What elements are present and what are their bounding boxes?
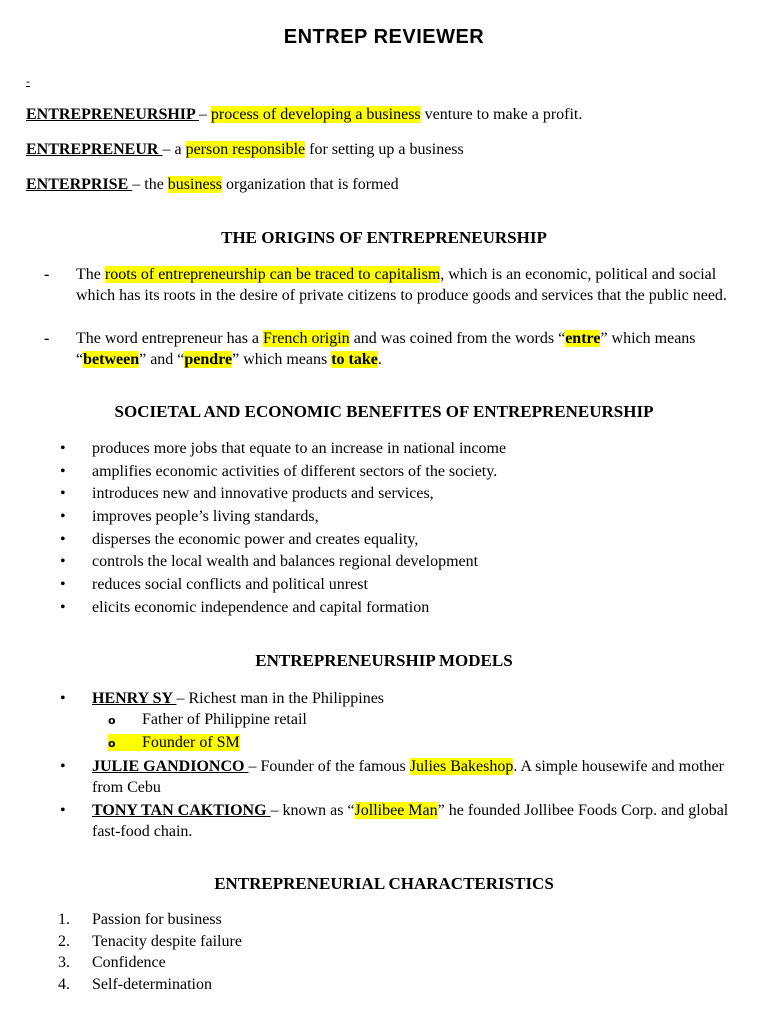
text-run: and was coined from the words “ [349,330,566,347]
list-item [58,909,242,931]
model-text [92,800,750,842]
models-heading: ENTREPRENEURSHIP MODELS [255,651,513,670]
definition-term: ENTERPRISE [26,176,133,193]
definition-separator: – [198,106,211,123]
stray-mark: - [26,74,30,88]
origins-item-french-origin [44,328,744,370]
document-title: ENTREP REVIEWER [283,26,485,48]
list-item-text: Confidence [92,954,166,972]
origins-item-text [76,328,744,370]
list-item: • produces more jobs that equate to an increase in national income [60,438,506,461]
list-item-text: Passion for business [92,911,222,928]
text-run: The [76,266,105,283]
model-text [92,756,750,798]
model-description: – Richest man in the Philippines [176,690,385,707]
characteristics-heading: ENTREPRENEURIAL CHARACTERISTICS [214,874,554,893]
highlight-run: roots of entrepreneurship can be traced to capitalism [104,266,441,283]
origins-heading: THE ORIGINS OF ENTREPRENEURSHIP [221,228,547,247]
circle-marker: o [108,737,116,750]
model-tony-tan-caktiong [60,800,750,842]
list-item: • reduces social conflicts and political unrest [60,574,506,597]
sub-item-text: Father of Philippine retail [142,711,307,728]
list-number: 3. [58,954,70,972]
model-description: – known as “ [270,802,355,819]
model-name: HENRY SY [92,690,177,707]
definition-term: ENTREPRENEURSHIP [26,106,199,123]
list-number: 1. [58,911,70,928]
text-run: . [377,351,382,368]
definition-entrepreneurship [26,106,582,124]
sub-item [108,732,240,754]
list-item: • improves people’s living standards, [60,506,506,529]
circle-marker: o [108,714,116,727]
dash-marker: - [44,266,50,283]
bullet-marker: • [60,802,66,819]
model-name: JULIE GANDIONCO [92,758,249,775]
definition-highlight: business [167,176,223,193]
origins-item-text [76,264,744,306]
highlight-run: Jollibee Man [354,802,438,819]
list-number: 2. [58,932,70,950]
highlight-run: entre [565,330,601,347]
definition-rest: venture to make a profit. [420,106,583,123]
model-description: – Founder of the famous [248,758,410,775]
definition-entrepreneur [26,141,464,159]
benefits-heading: SOCIETAL AND ECONOMIC BENEFITES OF ENTREPRENEURSHIP [114,402,654,421]
list-item: • elicits economic independence and capital formation [60,597,506,620]
highlight-run: pendre [184,351,233,368]
text-run: ” and “ [139,351,185,368]
dash-marker: - [44,330,50,347]
definition-highlight: person responsible [185,141,306,158]
text-run: ” which means [232,351,332,368]
sub-item-text: Founder of SM [142,734,240,751]
definition-enterprise [26,176,399,194]
list-item: • amplifies economic activities of different sectors of the society. [60,461,506,484]
text-run: , which is an economic, political and social which has its roots in the desire of private citizens to produce goods and services that the public need. [76,266,727,304]
definition-separator: – a [162,141,186,158]
definition-term: ENTREPRENEUR [26,141,163,158]
characteristics-list [58,909,242,996]
definition-rest: organization that is formed [222,176,399,193]
list-item [58,931,242,953]
model-name: TONY TAN CAKTIONG [92,802,271,819]
list-item-text: Tenacity despite failure [92,932,242,950]
list-item [58,974,242,996]
bullet-marker: • [60,690,66,707]
list-item-text: Self-determination [92,976,212,994]
highlight-run: French origin [263,330,350,347]
text-run: ” which means “ [76,330,696,368]
sub-item [108,709,307,731]
model-julie-gandionco [60,756,750,798]
definition-highlight: process of developing a business [210,106,421,123]
origins-item-capitalism [44,264,744,306]
text-run: The word entrepreneur has a [76,330,264,347]
bullet-marker: • [60,758,66,775]
model-henry-sy [60,688,750,709]
list-number: 4. [58,976,70,994]
definition-separator: – the [132,176,168,193]
model-text [92,688,750,709]
list-item: • disperses the economic power and creates equality, [60,529,506,552]
list-item: • introduces new and innovative products and services, [60,483,506,506]
model-description: . A simple housewife and mother from Cebu [92,758,724,796]
highlight-run: between [83,351,140,368]
highlight-run: Julies Bakeshop [409,758,514,775]
benefits-list [60,438,506,620]
list-item: • controls the local wealth and balances regional development [60,551,506,574]
model-description: ” he founded Jollibee Foods Corp. and global fast-food chain. [92,802,729,840]
highlight-run: to take [331,351,378,368]
definition-rest: for setting up a business [305,141,464,158]
list-item [58,952,242,974]
